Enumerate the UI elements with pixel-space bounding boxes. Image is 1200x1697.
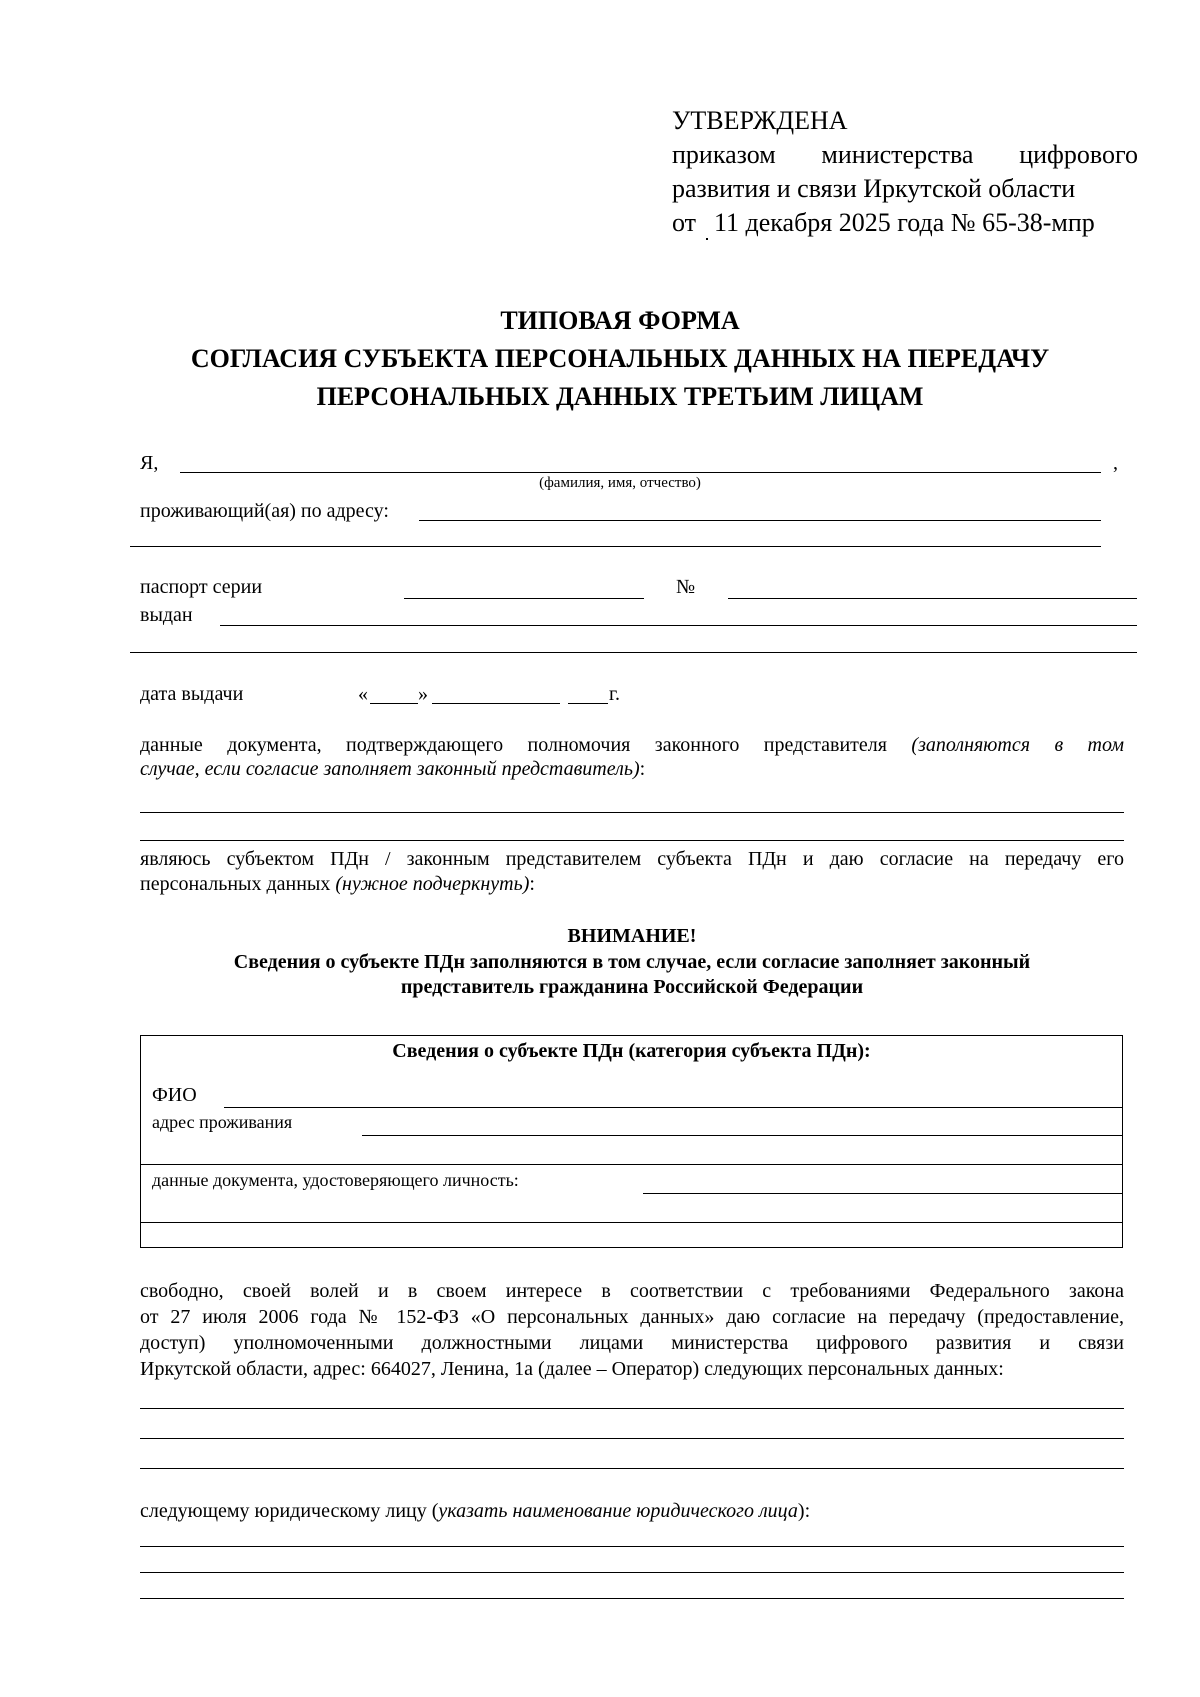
form-title-line-3: ПЕРСОНАЛЬНЫХ ДАННЫХ ТРЕТЬИМ ЛИЦАМ [316, 382, 924, 411]
rep-doc-line-2 [140, 758, 645, 781]
approval-heading: УТВЕРЖДЕНА [672, 106, 848, 135]
consent-line-3: доступ) уполномоченными должностными лицами министерства цифрового развития и связи [140, 1332, 1124, 1354]
subject-status-line-1[interactable]: являюсь субъектом ПДн / законным представителем субъекта ПДн и даю согласие на передачу его [140, 848, 1124, 870]
approval-line-3-prefix: от [672, 208, 697, 237]
pd-list-input-line-3[interactable] [140, 1468, 1124, 1469]
pd-list-input-line-1[interactable] [140, 1408, 1124, 1409]
passport-number-label: № [676, 576, 696, 598]
subject-box-divider-2 [140, 1222, 1123, 1223]
subject-fio-input-line[interactable] [224, 1107, 1123, 1108]
subject-box-divider-1 [140, 1164, 1123, 1165]
passport-series-input-line[interactable] [404, 598, 644, 599]
rep-doc-line-1-text: данные документа, подтверждающего полномочия законного представителя [140, 734, 887, 756]
pd-list-input-line-2[interactable] [140, 1438, 1124, 1439]
approval-dot-mark [706, 238, 708, 240]
attention-line-2: представитель гражданина Российской Федерации [400, 976, 864, 998]
attention-heading: ВНИМАНИЕ! [567, 925, 697, 947]
issued-by-input-line-1[interactable] [220, 625, 1137, 626]
passport-series-label: паспорт серии [140, 576, 263, 598]
rep-doc-input-line-1[interactable] [140, 812, 1124, 813]
rep-doc-line-1-note: (заполняются в том [911, 734, 1124, 756]
subject-status-note: (нужное подчеркнуть) [335, 873, 530, 895]
address-input-line-2[interactable] [130, 546, 1101, 547]
issued-label: выдан [140, 604, 193, 626]
fio-input-line[interactable] [180, 472, 1101, 473]
issued-by-input-line-2[interactable] [130, 652, 1137, 653]
subject-info-box [140, 1035, 1123, 1248]
year-suffix: г. [609, 683, 620, 705]
subject-status-line-2-text: персональных данных [140, 873, 331, 895]
rep-doc-line-2-colon: : [639, 758, 646, 780]
consent-line-4: Иркутской области, адрес: 664027, Ленина, 1а (далее – Оператор) следующих персональных данных: [140, 1358, 1004, 1380]
legal-entity-note: указать наименование юридического лица [438, 1500, 798, 1522]
legal-entity-input-line-1[interactable] [140, 1546, 1124, 1547]
fio-caption: (фамилия, имя, отчество) [539, 475, 701, 491]
date-close-quote: » [418, 683, 428, 705]
subject-box-title: Сведения о субъекте ПДн (категория субъекта ПДн): [392, 1040, 871, 1062]
address-input-line-1[interactable] [419, 520, 1101, 521]
subject-id-doc-label: данные документа, удостоверяющего личность: [152, 1170, 519, 1190]
subject-address-label: адрес проживания [152, 1112, 293, 1132]
subject-address-input-line[interactable] [362, 1135, 1123, 1136]
attention-line-1: Сведения о субъекте ПДн заполняются в том случае, если согласие заполняет законный [233, 951, 1031, 973]
i-label: Я, [140, 452, 159, 474]
issue-month-input-line[interactable] [432, 703, 560, 704]
rep-doc-line-2-note: случае, если согласие заполняет законный представитель) [140, 758, 640, 780]
address-label: проживающий(ая) по адресу: [140, 500, 389, 522]
date-open-quote: « [358, 683, 368, 705]
fio-comma: , [1113, 452, 1118, 474]
subject-status-line-2 [140, 873, 535, 896]
form-title-line-1: ТИПОВАЯ ФОРМА [500, 306, 740, 335]
consent-line-2: от 27 июля 2006 года № 152-ФЗ «О персональных данных» даю согласие на передачу (предоставление, [140, 1306, 1124, 1328]
issue-year-input-line[interactable] [568, 703, 608, 704]
rep-doc-line-1 [140, 734, 1124, 757]
approval-line-1: приказом министерства цифрового [672, 140, 1138, 169]
legal-entity-label [140, 1500, 810, 1523]
legal-entity-input-line-2[interactable] [140, 1572, 1124, 1573]
legal-entity-input-line-3[interactable] [140, 1598, 1124, 1599]
approval-line-3-rest: 11 декабря 2025 года № 65-38-мпр [714, 208, 1095, 237]
issue-date-label: дата выдачи [140, 683, 244, 705]
issue-day-input-line[interactable] [370, 703, 418, 704]
approval-line-2: развития и связи Иркутской области [672, 174, 1076, 203]
consent-line-1: свободно, своей волей и в своем интересе в соответствии с требованиями Федерального закона [140, 1280, 1124, 1302]
passport-number-input-line[interactable] [728, 598, 1137, 599]
subject-id-doc-input-line[interactable] [643, 1193, 1123, 1194]
subject-fio-label: ФИО [152, 1084, 197, 1106]
rep-doc-input-line-2[interactable] [140, 840, 1124, 841]
legal-entity-text: следующему юридическому лицу ( [140, 1500, 439, 1522]
legal-entity-close: ): [797, 1500, 811, 1522]
subject-status-colon: : [529, 873, 535, 895]
form-title-line-2: СОГЛАСИЯ СУБЪЕКТА ПЕРСОНАЛЬНЫХ ДАННЫХ НА ПЕРЕДАЧУ [190, 344, 1050, 373]
